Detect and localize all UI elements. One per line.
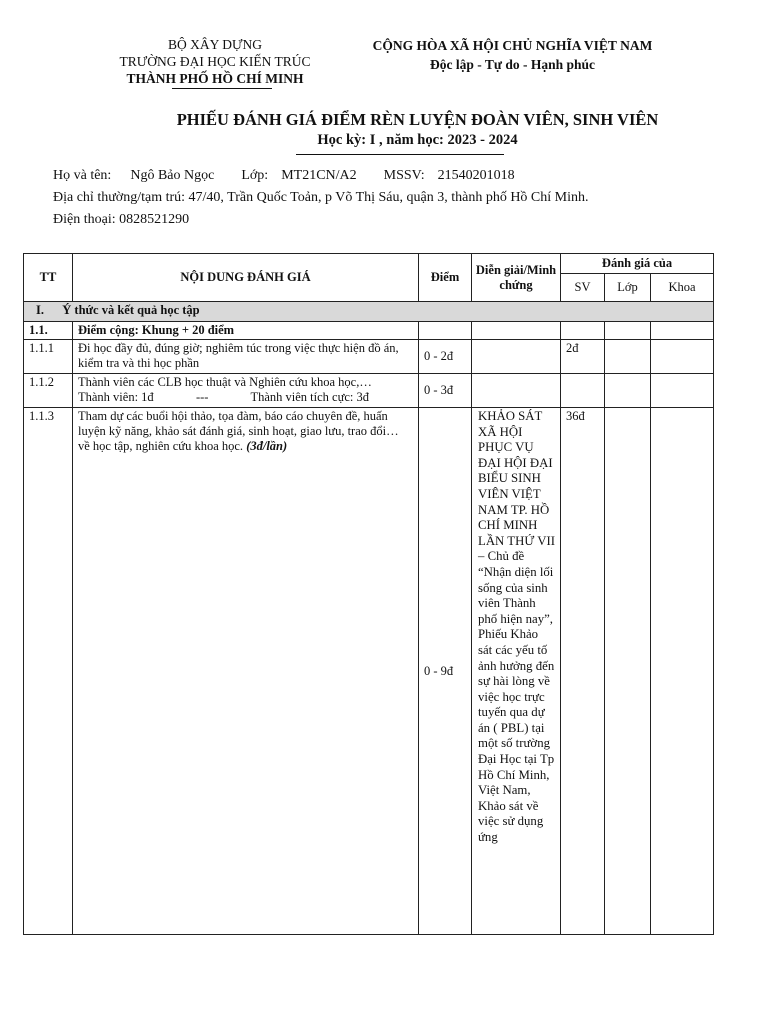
- header-score: Điểm: [419, 254, 472, 302]
- header-national: [345, 36, 680, 74]
- row-score: 0 - 2đ: [419, 340, 472, 374]
- student-info-line2: [53, 189, 589, 207]
- student-address: 47/40, Trần Quốc Toản, p Võ Thị Sáu, quận 3, thành phố Hồ Chí Minh.: [188, 190, 589, 205]
- row-khoa: [651, 374, 714, 408]
- section-number: I.: [36, 303, 44, 317]
- header-content: NỘI DUNG ĐÁNH GIÁ: [73, 254, 419, 302]
- header-left-underline: [172, 88, 272, 89]
- row-content-text: Tham dự các buổi hội thảo, tọa đàm, báo cáo chuyên đề, huấn luyện kỹ năng, khảo sát đánh giá, sinh hoạt, giao lưu, trao đổi… về học tập, nghiên cứu khoa học.: [78, 409, 399, 453]
- row-content: Đi học đầy đủ, đúng giờ; nghiêm túc trong việc thực hiện đồ án, kiểm tra và thi học phần: [73, 340, 419, 374]
- subsection-row: [24, 322, 714, 340]
- section-cell: [24, 302, 714, 322]
- table-row: [24, 374, 714, 408]
- row-content-line2: [78, 390, 413, 405]
- row-tt: 1.1.2: [24, 374, 73, 408]
- row-sv: 36đ: [561, 408, 605, 935]
- university-city: THÀNH PHỐ HỒ CHÍ MINH: [126, 71, 304, 86]
- row-content-dash: ---: [195, 390, 209, 404]
- row-score: 0 - 3đ: [419, 374, 472, 408]
- header-khoa: Khoa: [651, 274, 714, 302]
- student-info-line1: [53, 167, 515, 185]
- subsection-label: Điểm cộng: Khung + 20 điểm: [73, 322, 419, 340]
- national-motto: Độc lập - Tự do - Hạnh phúc: [429, 57, 596, 72]
- university-name: TRƯỜNG ĐẠI HỌC KIẾN TRÚC: [119, 54, 311, 69]
- row-content-line1: Thành viên các CLB học thuật và Nghiên cứu khoa học,…: [78, 375, 372, 389]
- row-lop: [605, 408, 651, 935]
- row-tt: 1.1.1: [24, 340, 73, 374]
- subsection-number: 1.1.: [24, 322, 73, 340]
- row-evidence: [472, 374, 561, 408]
- table-row: [24, 408, 714, 935]
- row-khoa: [651, 340, 714, 374]
- row-khoa: [651, 408, 714, 935]
- section-label: Ý thức và kết quả học tập: [62, 303, 200, 317]
- page-title: PHIẾU ĐÁNH GIÁ ĐIỂM RÈN LUYỆN ĐOÀN VIÊN, SINH VIÊN: [176, 110, 659, 129]
- phone-label: Điện thoại:: [53, 212, 116, 227]
- national-name: CỘNG HÒA XÃ HỘI CHỦ NGHĨA VIỆT NAM: [372, 38, 653, 53]
- header-eval-by: Đánh giá của: [561, 254, 714, 274]
- row-content-member: Thành viên: 1đ: [78, 390, 154, 404]
- name-label: Họ và tên:: [53, 168, 112, 183]
- row-tt: 1.1.3: [24, 408, 73, 935]
- row-content-active: Thành viên tích cực: 3đ: [250, 390, 370, 404]
- page-subtitle: Học kỳ: I , năm học: 2023 - 2024: [317, 132, 518, 148]
- class-label: Lớp:: [241, 168, 269, 183]
- row-content: [73, 408, 419, 935]
- header-sv: SV: [561, 274, 605, 302]
- ministry-name: BỘ XÂY DỰNG: [168, 37, 262, 52]
- row-content: [73, 374, 419, 408]
- subtitle-underline: [296, 154, 504, 155]
- row-evidence: KHẢO SÁT XÃ HỘI PHỤC VỤ ĐẠI HỘI ĐẠI BIỂU SINH VIÊN VIỆT NAM TP. HỒ CHÍ MINH LẦN THỨ VII – Chủ đề “Nhận diện lối sống của sinh viên Thành phố hiện nay”, Phiếu Khảo sát các yếu tố ảnh hưởng đến sự hài lòng về việc học trực tuyến qua dự án ( PBL) tại một số trường Đại Học tại Tp Hồ Chí Minh, Việt Nam, Khảo sát về việc sử dụng ứng: [472, 408, 561, 935]
- address-label: Địa chỉ thường/tạm trú:: [53, 190, 186, 205]
- row-lop: [605, 374, 651, 408]
- row-evidence: [472, 340, 561, 374]
- student-id: 21540201018: [437, 168, 515, 183]
- row-score: 0 - 9đ: [419, 408, 472, 935]
- row-sv: 2đ: [561, 340, 605, 374]
- row-sv: [561, 374, 605, 408]
- row-lop: [605, 340, 651, 374]
- student-class: MT21CN/A2: [281, 168, 357, 183]
- student-phone: 0828521290: [119, 212, 190, 227]
- section-row: [24, 302, 714, 322]
- id-label: MSSV:: [383, 168, 425, 183]
- student-info-line3: [53, 211, 189, 229]
- header-lop: Lớp: [605, 274, 651, 302]
- row-content-emphasis: (3đ/lần): [246, 439, 288, 453]
- header-tt: TT: [24, 254, 73, 302]
- student-name: Ngô Bảo Ngọc: [130, 168, 215, 183]
- table-row: [24, 340, 714, 374]
- evaluation-table: [23, 253, 714, 935]
- header-ministry: [100, 36, 330, 87]
- header-evidence: Diễn giải/Minh chứng: [472, 254, 561, 302]
